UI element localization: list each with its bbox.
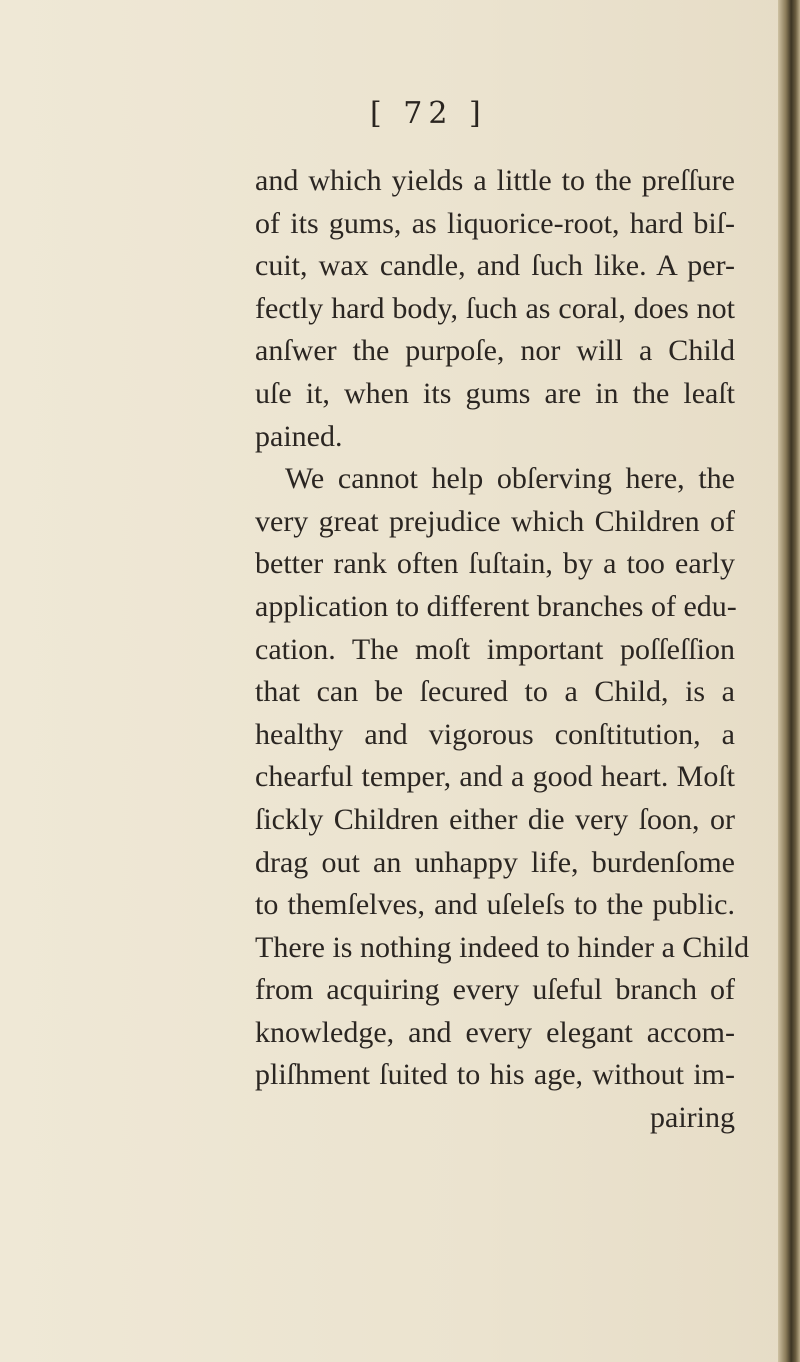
text-line: from acquiring every uſeful branch of: [255, 973, 735, 1007]
text-line: chearful temper, and a good heart. Moſt: [255, 760, 735, 794]
page-number: [ 72 ]: [370, 96, 487, 131]
text-line: ſickly Children either die very ſoon, or: [255, 802, 735, 836]
text-line: fectly hard body, ſuch as coral, does not: [255, 291, 735, 325]
text-line: drag out an unhappy life, burdenſome: [255, 845, 735, 879]
paragraph-start-line: We cannot help obſerving here, the: [285, 462, 735, 496]
text-line: to themſelves, and uſeleſs to the public.: [255, 888, 735, 922]
body-text: [255, 160, 750, 1140]
text-line: anſwer the purpoſe, nor will a Child: [255, 334, 735, 368]
text-line: There is nothing indeed to hinder a Child: [255, 930, 750, 964]
text-line: and which yields a little to the preſſure: [255, 164, 735, 197]
text-line: of its gums, as liquorice-root, hard biſ-: [255, 206, 735, 240]
text-line: cuit, wax candle, and ſuch like. A per-: [255, 249, 735, 283]
text-line: very great prejudice which Children of: [255, 504, 735, 538]
text-line: knowledge, and every elegant accom-: [255, 1015, 735, 1049]
text-line: pliſhment ſuited to his age, without im-: [255, 1058, 735, 1092]
catchword: pairing: [650, 1101, 735, 1135]
text-line: uſe it, when its gums are in the leaſt: [255, 376, 735, 410]
text-line: better rank often ſuſtain, by a too early: [255, 547, 735, 581]
text-line: pained.: [255, 419, 343, 453]
text-line: healthy and vigorous conſtitution, a: [255, 717, 735, 751]
text-line: application to different branches of edu-: [255, 589, 737, 623]
binding-edge: [778, 0, 800, 1362]
text-line: that can be ſecured to a Child, is a: [255, 675, 735, 709]
text-line: cation. The moſt important poſſeſſion: [255, 632, 735, 666]
